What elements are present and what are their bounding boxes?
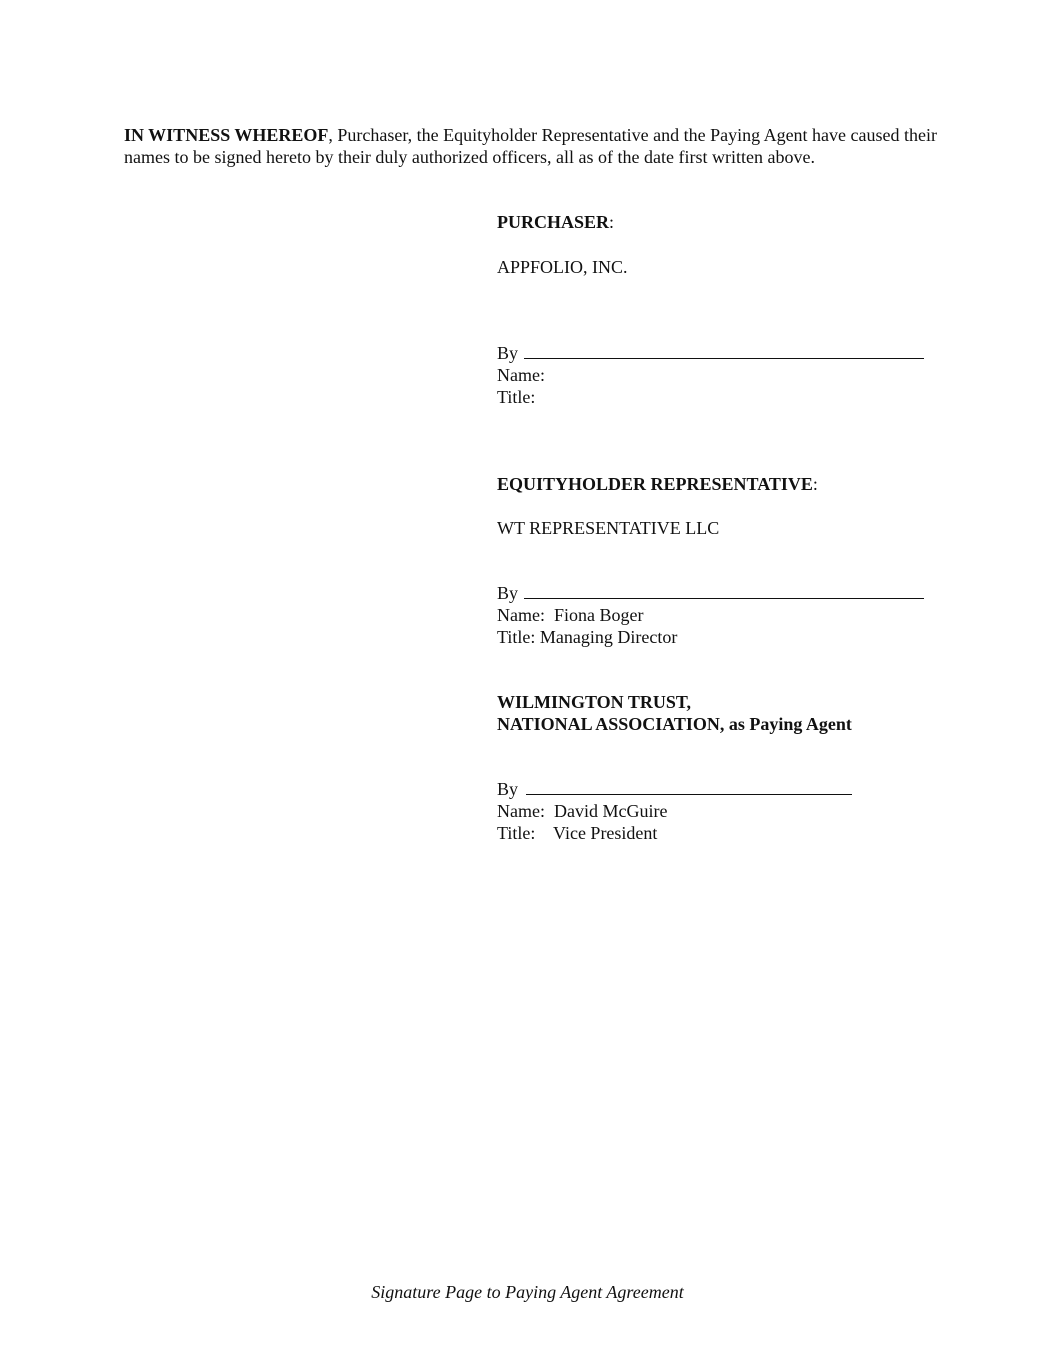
purchaser-name: Name: bbox=[497, 365, 545, 385]
purchaser-title: Title: bbox=[497, 387, 536, 407]
paying-agent-heading-1: WILMINGTON TRUST, bbox=[497, 692, 692, 712]
purchaser-heading: PURCHASER bbox=[497, 212, 610, 232]
equityholder-by-label: By bbox=[497, 583, 519, 603]
purchaser-signature-line bbox=[524, 342, 924, 359]
equityholder-heading-line bbox=[497, 473, 818, 495]
witness-paragraph bbox=[124, 124, 944, 168]
witness-lead: IN WITNESS WHEREOF bbox=[124, 125, 329, 145]
purchaser-heading-line bbox=[497, 211, 614, 233]
purchaser-by-line bbox=[497, 342, 924, 364]
paying-agent-name: Name: David McGuire bbox=[497, 801, 668, 821]
paying-agent-title: Title: Vice President bbox=[497, 823, 658, 843]
paying-agent-signature-line bbox=[526, 778, 852, 795]
equityholder-title: Title: Managing Director bbox=[497, 627, 678, 647]
paying-agent-heading-2: NATIONAL ASSOCIATION, as Paying Agent bbox=[497, 714, 852, 734]
witness-text: , Purchaser, the Equityholder Representative and the Paying Agent have caused their names to be signed hereto by their duly authorized officers, all as of the date first written above. bbox=[124, 125, 937, 167]
equityholder-signature-line bbox=[524, 582, 924, 599]
purchaser-colon: : bbox=[609, 212, 615, 232]
purchaser-by-label: By bbox=[497, 343, 519, 363]
equityholder-entity: WT REPRESENTATIVE LLC bbox=[497, 518, 720, 538]
purchaser-entity: APPFOLIO, INC. bbox=[497, 257, 628, 277]
page-footer: Signature Page to Paying Agent Agreement bbox=[371, 1282, 684, 1302]
paying-agent-by-label: By bbox=[497, 779, 519, 799]
equityholder-name: Name: Fiona Boger bbox=[497, 605, 644, 625]
equityholder-by-line bbox=[497, 582, 924, 604]
paying-agent-by-line bbox=[497, 778, 852, 800]
equityholder-heading: EQUITYHOLDER REPRESENTATIVE bbox=[497, 474, 813, 494]
equityholder-colon: : bbox=[812, 474, 818, 494]
